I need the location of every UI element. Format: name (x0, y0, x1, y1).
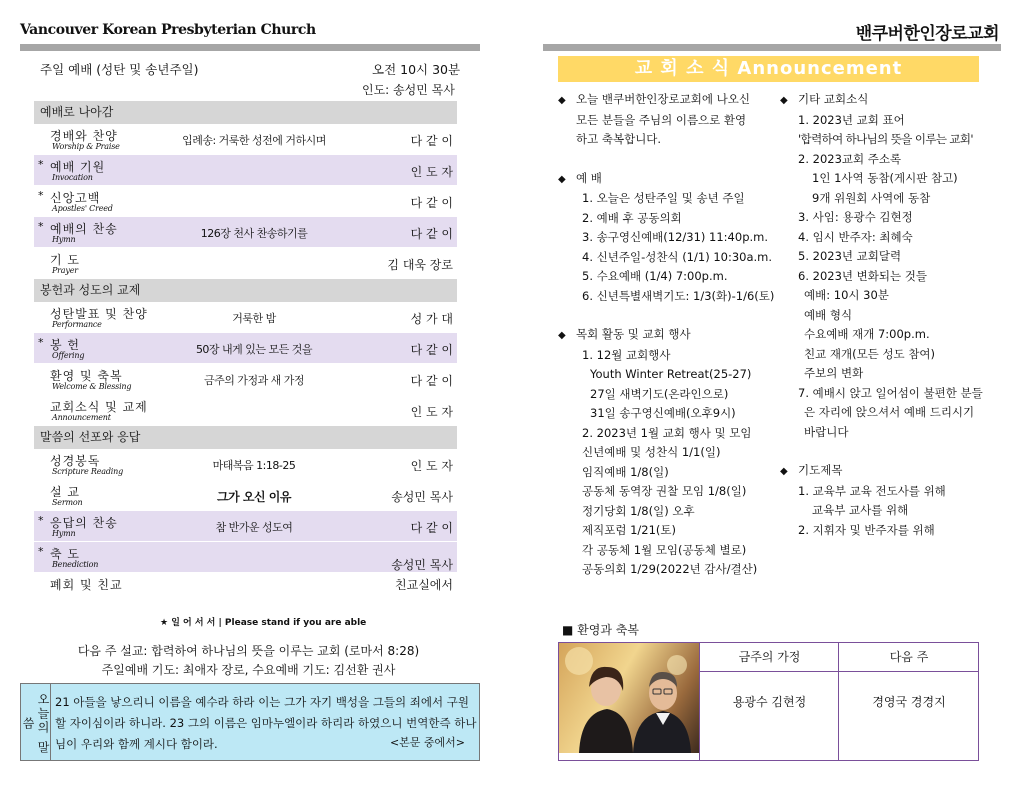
list-item: 신년예배 및 성찬식 1/1(일) (582, 445, 721, 459)
list-item: 각 공동체 1월 모임(공동체 별로) (582, 542, 747, 557)
list-item: Youth Winter Retreat(25-27) (590, 367, 752, 381)
list-item: 제직포럼 1/21(토) (582, 523, 676, 537)
sermon-title: 그가 오신 이유 (217, 490, 291, 504)
prayer-heading: ◆ 기도제목 (780, 461, 1003, 482)
list-item: 6. 신년특별새벽기도: 1/3(화)-1/6(토) (582, 288, 775, 303)
item-title: 설 교 (50, 485, 80, 499)
worship-item (34, 573, 457, 599)
item-subtitle: Invocation (52, 173, 93, 182)
item-title: 축 도 (50, 547, 80, 561)
worship-item (34, 542, 457, 573)
next-week-header: 다음 주 (839, 643, 979, 672)
item-leader: 송성민 목사 (391, 558, 453, 572)
today-word-text: 21 아들을 낳으리니 이름을 예수라 하라 이는 그가 자기 백성을 그들의 죄에서 구원할 자이심이라 하니라. 23 그의 이름은 임마누엘이라 하리라 하였으니 번역한즉 하나님이 우리와 함께 계시다 함이라. (55, 695, 477, 751)
diamond-icon: ◆ (780, 95, 788, 106)
item-leader: 다 같 이 (410, 196, 453, 210)
item-leader: 다 같 이 (410, 521, 453, 535)
section-header: 말씀의 선포와 응답 (34, 426, 457, 449)
order-of-worship (34, 101, 457, 599)
worship-item (34, 124, 457, 155)
item-subtitle: Performance (52, 320, 102, 329)
item-content: 입례송: 거룩한 성전에 거하시며 (182, 134, 326, 147)
item-content: 금주의 가정과 새 가정 (203, 374, 305, 387)
list-item: 공동의회 1/29(2022년 감사/결산) (582, 562, 758, 576)
stand-marker: * (38, 220, 44, 233)
header-bar-left (20, 44, 480, 51)
this-week-names: 용광수 김현정 (732, 695, 807, 709)
list-item: 예배: 10시 30분 (804, 288, 889, 302)
welcome-heading: ■ 환영과 축복 (562, 623, 639, 637)
church-name-korean: 밴쿠버한인장로교회 (855, 24, 999, 44)
item-subtitle: Announcement (52, 413, 111, 422)
list-item: 예배 형식 (804, 307, 853, 322)
worship-item (34, 302, 457, 333)
item-title: 경배와 찬양 (50, 129, 118, 143)
diamond-icon: ◆ (558, 330, 566, 341)
announcement-column-left (558, 90, 776, 580)
item-title: 봉 헌 (50, 338, 80, 352)
list-item: 공동체 동역장 권찰 모임 1/8(일) (582, 484, 747, 498)
item-subtitle: Scripture Reading (52, 467, 124, 476)
list-item: 3. 송구영신예배(12/31) 11:40p.m. (582, 230, 769, 244)
stand-note: ★ 일 어 서 서 | Please stand if you are able (160, 618, 367, 628)
list-item: 27일 새벽기도(온라인으로) (590, 386, 729, 401)
worship-heading: ◆ 예 배 (558, 169, 776, 190)
item-title: 성경봉독 (50, 454, 101, 468)
list-item: 수요예배 재개 7:00p.m. (804, 327, 930, 341)
announcement-column-right (780, 90, 1003, 540)
header-bar-right (543, 44, 1001, 51)
list-item: 9개 위원회 사역에 동참 (812, 190, 931, 205)
next-week-sermon: 다음 주 설교: 합력하여 하나님의 뜻을 이루는 교회 (로마서 8:28) (77, 644, 420, 658)
service-leader: 인도: 송성민 목사 (362, 83, 455, 97)
item-title: 환영 및 축복 (50, 369, 123, 383)
today-word-box (20, 683, 480, 761)
item-subtitle: Hymn (52, 529, 76, 538)
etc-heading: ◆ 기타 교회소식 (780, 90, 1003, 111)
item-leader: 김 대욱 장로 (387, 258, 453, 272)
worship-item (34, 511, 457, 542)
item-subtitle: Worship & Praise (52, 142, 120, 151)
service-title: 주일 예배 (성탄 및 송년주일) (40, 62, 199, 77)
item-leader: 인 도 자 (410, 165, 453, 179)
service-time: 오전 10시 30분 (372, 62, 461, 77)
list-item: 2. 2023년 1월 교회 행사 및 모임 (582, 425, 752, 440)
diamond-icon: ◆ (780, 466, 788, 477)
intro-line: 모든 분들을 주님의 이름으로 환영 (576, 112, 747, 127)
item-leader: 다 같 이 (410, 374, 453, 388)
list-item: 4. 신년주일-성찬식 (1/1) 10:30a.m. (582, 249, 773, 264)
item-leader: 친교실에서 (395, 578, 453, 592)
item-leader: 다 같 이 (410, 227, 453, 241)
worship-item (34, 449, 457, 480)
worship-item (34, 333, 457, 364)
section-header: 예배로 나아감 (34, 101, 457, 124)
item-title: 교회소식 및 교제 (50, 400, 148, 414)
item-title: 신앙고백 (50, 191, 101, 205)
item-title: 폐회 및 친교 (50, 578, 123, 592)
item-subtitle: Benediction (52, 560, 99, 569)
list-item: 1. 교육부 교육 전도사를 위해 (798, 483, 946, 498)
intro-line: 하고 축복합니다. (576, 132, 662, 146)
list-item: 5. 2023년 교회달력 (798, 249, 902, 263)
list-item: 2. 예배 후 공동의회 (582, 210, 682, 225)
worship-item (34, 395, 457, 426)
item-content: 거룩한 밤 (232, 312, 276, 325)
welcome-table (558, 642, 979, 761)
list-item: 교육부 교사를 위해 (812, 503, 909, 517)
stand-marker: * (38, 545, 44, 558)
list-item: 바랍니다 (804, 424, 849, 439)
worship-item (34, 186, 457, 217)
stand-marker: * (38, 158, 44, 171)
activities-heading: ◆ 목회 활동 및 교회 행사 (558, 325, 776, 346)
list-item: 7. 예배시 앉고 일어섬이 불편한 분들 (798, 385, 983, 400)
worship-item (34, 217, 457, 248)
item-subtitle: Offering (52, 351, 85, 360)
list-item: 1. 12월 교회행사 (582, 347, 671, 362)
item-leader: 송성민 목사 (391, 490, 453, 504)
item-subtitle: Welcome & Blessing (52, 382, 132, 391)
item-leader: 성 가 대 (410, 312, 453, 326)
item-title: 예배의 찬송 (50, 222, 118, 236)
item-title: 성탄발표 및 찬양 (50, 307, 148, 321)
announcement-title: 교 회 소 식 Announcement (558, 56, 979, 82)
list-item: 주보의 변화 (804, 366, 864, 380)
list-item: 4. 임시 반주자: 최혜숙 (798, 229, 913, 244)
diamond-icon: ◆ (558, 95, 566, 106)
next-week-prayer: 주일예배 기도: 최애자 장로, 수요예배 기도: 김선환 권사 (101, 663, 396, 677)
list-item: 31일 송구영신예배(오후9시) (590, 406, 736, 420)
item-leader: 인 도 자 (410, 459, 453, 473)
stand-marker: * (38, 189, 44, 202)
stand-marker: * (38, 514, 44, 527)
today-word-label: 오늘의 말씀 (21, 684, 51, 760)
list-item: 은 자리에 앉으셔서 예배 드리시기 (804, 405, 975, 419)
next-week-names: 경영국 경경지 (872, 695, 946, 709)
item-leader: 인 도 자 (410, 405, 453, 419)
item-subtitle: Hymn (52, 235, 76, 244)
list-item: 5. 수요예배 (1/4) 7:00p.m. (582, 269, 728, 283)
list-item: '합력하여 하나님의 뜻을 이루는 교회' (798, 132, 973, 146)
list-item: 친교 재개(모든 성도 참여) (804, 346, 936, 361)
next-week-family-cell (838, 643, 979, 760)
item-content: 126장 천사 찬송하기를 (200, 227, 308, 240)
list-item: 1. 2023년 교회 표어 (798, 112, 905, 127)
announcement-intro: ◆ 오늘 밴쿠버한인장로교회에 나오신 (558, 90, 776, 111)
stand-marker: * (38, 336, 44, 349)
list-item: 1인 1사역 동참(게시판 참고) (812, 171, 958, 185)
item-content: 참 반가운 성도여 (215, 521, 293, 534)
this-week-header: 금주의 가정 (700, 643, 839, 672)
list-item: 2. 2023교회 주소록 (798, 151, 902, 166)
list-item: 2. 지휘자 및 반주자를 위해 (798, 522, 935, 537)
couple-photo (559, 643, 699, 753)
worship-item (34, 155, 457, 186)
worship-item (34, 248, 457, 279)
item-title: 응답의 찬송 (50, 516, 118, 530)
item-subtitle: Sermon (52, 498, 83, 507)
item-content: 50장 내게 있는 모든 것을 (195, 343, 313, 356)
list-item: 1. 오늘은 성탄주일 및 송년 주일 (582, 191, 745, 205)
item-title: 예배 기원 (50, 160, 106, 174)
item-content: 마태복음 1:18-25 (212, 459, 296, 472)
worship-item (34, 480, 457, 511)
item-subtitle: Prayer (52, 266, 78, 275)
today-word-source: <본문 중에서> (389, 736, 465, 749)
list-item: 3. 사임: 용광수 김현정 (798, 210, 913, 224)
item-leader: 다 같 이 (410, 134, 453, 148)
list-item: 6. 2023년 변화되는 것들 (798, 268, 927, 283)
section-header: 봉헌과 성도의 교제 (34, 279, 457, 302)
this-week-family-cell (699, 643, 839, 760)
list-item: 임직예배 1/8(일) (582, 464, 669, 479)
item-subtitle: Apostles' Creed (52, 204, 113, 213)
couple-photo-art (559, 643, 699, 753)
list-item: 정기당회 1/8(일) 오후 (582, 503, 695, 518)
item-title: 기 도 (50, 253, 80, 267)
church-name-english: Vancouver Korean Presbyterian Church (20, 22, 316, 38)
item-leader: 다 같 이 (410, 343, 453, 357)
diamond-icon: ◆ (558, 173, 566, 185)
worship-item (34, 364, 457, 395)
